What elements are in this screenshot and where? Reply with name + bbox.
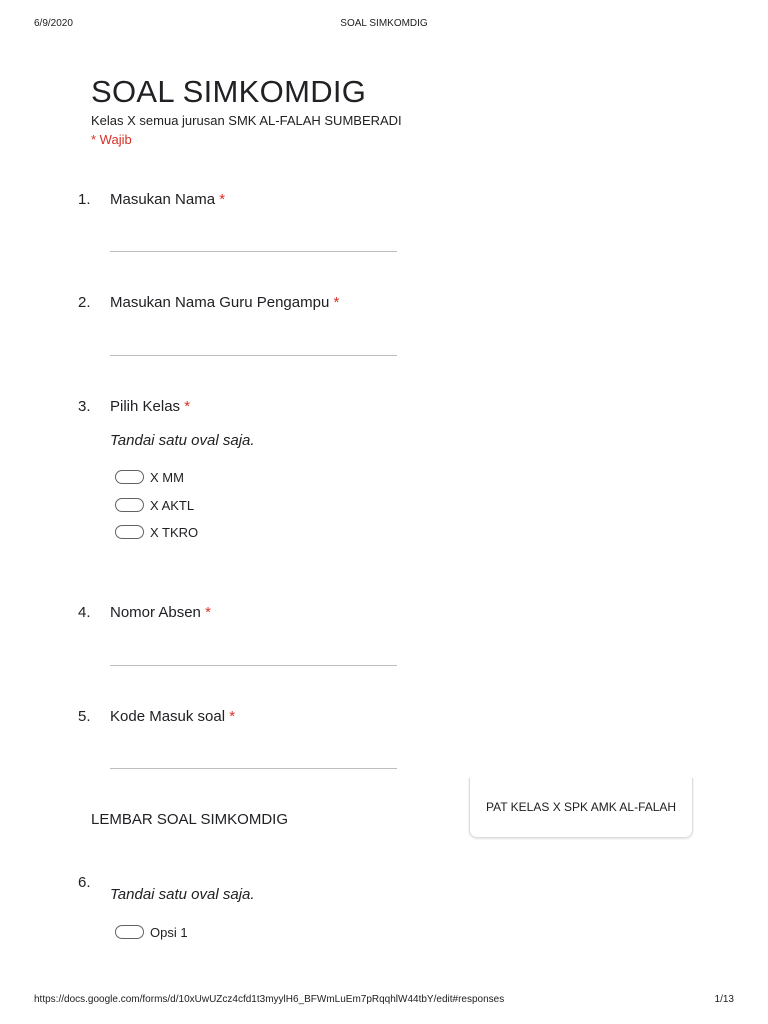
print-date: 6/9/2020 [34,18,73,29]
print-header-title: SOAL SIMKOMDIG [340,18,428,29]
question-label [110,294,339,311]
question-number: 3. [78,398,91,415]
option-label: X TKRO [150,524,199,540]
question-instruction: Tandai satu oval saja. [110,432,255,449]
section-title: LEMBAR SOAL SIMKOMDIG [91,811,288,828]
form-description: Kelas X semua jurusan SMK AL-FALAH SUMBERADI [91,113,402,128]
radio-oval[interactable] [115,925,144,939]
radio-oval[interactable] [115,525,144,539]
section-card [469,778,693,838]
question-label [110,708,235,725]
question-text: Nomor Absen [110,604,201,621]
required-star: * [184,398,191,415]
question-label [110,191,225,208]
name-input-line[interactable] [110,251,397,252]
required-note: * Wajib [91,132,132,147]
absence-number-input-line[interactable] [110,665,397,666]
radio-option-x-aktl[interactable] [115,497,194,513]
option-label: X AKTL [150,497,195,513]
question-instruction: Tandai satu oval saja. [110,886,255,903]
question-label [110,604,211,621]
question-number: 4. [78,604,91,621]
question-number: 6. [78,874,91,891]
question-number: 2. [78,294,91,311]
question-text: Pilih Kelas [110,398,181,415]
question-text: Masukan Nama Guru Pengampu [110,294,330,311]
teacher-name-input-line[interactable] [110,355,397,356]
radio-oval[interactable] [115,498,144,512]
radio-option-x-mm[interactable] [115,469,184,485]
option-label: X MM [150,469,184,485]
required-star: * [205,604,211,621]
radio-option-opsi-1[interactable] [115,924,188,940]
radio-option-x-tkro[interactable] [115,524,198,540]
question-text: Masukan Nama [110,191,216,208]
print-footer-url: https://docs.google.com/forms/d/10xUwUZcz4cfd1t3myylH6_BFWmLuEm7pRqqhlW44tbY/edit#responses [34,994,505,1005]
question-number: 5. [78,708,91,725]
radio-oval[interactable] [115,470,144,484]
option-label: Opsi 1 [150,924,188,940]
section-card-text: PAT KELAS X SPK AMK AL-FALAH [486,800,677,814]
required-star: * [219,191,226,208]
print-page-number: 1/13 [714,994,734,1005]
required-star: * [229,708,236,725]
required-star: * [333,294,340,311]
entry-code-input-line[interactable] [110,768,397,769]
question-text: Kode Masuk soal [110,708,226,725]
form-title: SOAL SIMKOMDIG [91,74,367,109]
question-number: 1. [78,191,91,208]
question-label [110,398,190,415]
